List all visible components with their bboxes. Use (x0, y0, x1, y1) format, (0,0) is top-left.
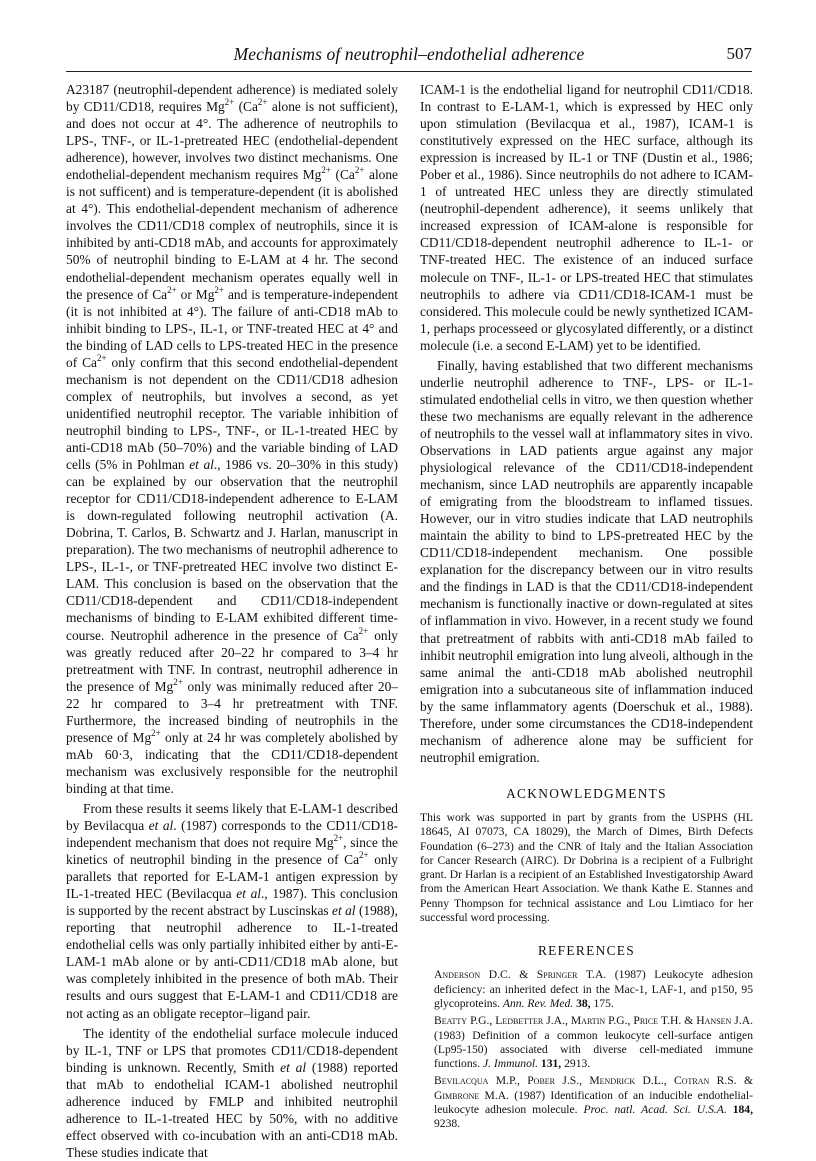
references-heading: REFERENCES (537, 943, 636, 959)
right-paragraph-1: ICAM-1 is the endothelial ligand for neutrophil CD11/CD18. In contrast to E-LAM-1, which is expressed by HEC only upon stimulation (Bevilacqua et al., 1987), ICAM-1 is constitutively expressed on the HEC surface, although its expression is increased by IL-1 or TNF (Dustin et al., 1986; Pober et al., 1986). Since neutrophils do not adhere to ICAM-1 of untreated HEC unless they are directly stimulated (neutrophil-dependent adherence), it seems unlikely that increased expression of ICAM-alone is responsible for CD11/CD18-dependent neutrophil adherence to IL-1- or TNF-treated HEC. The existence of an induced surface molecule on TNF-, IL-1- or LPS-treated HEC that stimulates neutrophils to adhere via CD11/CD18-ICAM-1 must be considered. This molecule could be newly synthetized ICAM-1, perhaps processeed or glycosylated differently, or a distinct molecule (i.e. a second E-LAM) yet to be identified. (420, 82, 753, 353)
right-paragraph-2: Finally, having established that two different mechanisms underlie neutrophil adherence to TNF-, LPS- or IL-1-stimulated endothelial cells in vitro, we then question whether these two mechanisms are equally relevant in the adherence of neutrophils to the vessel wall at inflammatory sites in vivo. Observations in LAD patients argue against any major physiological relevance of the CD11/CD18-independent mechanism, since LAD neutrophils are apparently incapable of emigrating from the bloodstream to inflamed tissues. However, our in vitro studies indicate that LAD neutrophils maintain the ability to bind to LPS-pretreated HEC by the CD11/CD18-independent mechanism. One possible explanation for the discrepancy between our in vitro results and the findings in LAD is that the CD11/CD18-independent mechanism is functionally inactive or down-regulated at sites of inflammation in vivo. However, in a recent study we found that pretreatment of rabbits with anti-CD18 mAb failed to inhibit neutrophil emigration into lung alveoli, although in the same animal the anti-CD18 mAb abolished neutrophil emigration into a subcutaneous site of inflammation induced by the same inflammatory agents (Doerschuk et al., 1988). Therefore, under some circumstances the CD18-independent mechanism of adherence alone may be sufficient for neutrophil emigration. (420, 357, 753, 765)
acknowledgments-text: This work was supported in part by grants from the USPHS (HL 18645, AI 07073, CA 18029), the March of Dimes, Birth Defects Foundation (6–273) and the CNR of Italy and the Italian Association for Cancer Research (AIRC). Dr Dobrina is a recipient of a Fulbright grant. Dr Harlan is a recipient of an Established Investigatorship Award from the American Heart Association. We thank Kathe E. Stannes and Penny Thompson for technical assistance and Lou Limtiaco for her successful word processing. (420, 810, 753, 924)
acknowledgments-heading: ACKNOWLEDGMENTS (506, 785, 667, 801)
left-paragraph-1: A23187 (neutrophil-dependent adherence) is mediated solely by CD11/CD18, requires $Mg^{2+}$ ($Ca^{2+}$ alone is not sufficient), and does not occur at 4°. The adherence of neutrophils to LPS-, TNF-, or IL-1-pretreated HEC (endothelial-dependent adherence), however, involves two distinct mechanisms. One endothelial-dependent mechanism requires $Mg^{2+}$ ($Ca^{2+}$ alone is not sufficent) and is temperature-dependent (it is abolished at 4°). This endothelial-dependent mechanism of adherence involves the CD11/CD18 complex of neutrophils, since it is inhibited by anti-CD18 mAb, and accounts for approximately 50% of neutrophil binding to E-LAM at 4 hr. The second endothelial-dependent mechanism operates equally well in the presence of $Ca^{2+}$ or $Mg^{2+}$ and is temperature-independent (it is not inhibited at 4°). The failure of anti-CD18 mAb to inhibit binding to LPS-, IL-1, or TNF-treated HEC at 4° and the binding of LAD cells to LPS-treated HEC in the presence of $Ca^{2+}$ only confirm that this second endothelial-dependent mechanism is not dependent on the CD11/CD18 adhesion complex of neutrophils, but involves a second, as yet unidentified neutrophil receptor. The variable inhibition of neutrophil binding to LPS-, TNF-, or IL-1-treated HEC by anti-CD18 mAb (50–70%) and the variable binding of LAD cells (5% in Pohlman et al., 1986 vs. 20–30% in this study) can be explained by our observation that the neutrophil receptor for CD11/CD18-independent adherence to E-LAM is down-regulated following neutrophil activation (A. Dobrina, T. Carlos, B. Schwartz and J. Harlan, manuscript in preparation). The two mechanisms of neutrophil adherence to LPS-, IL-1-, or TNF-pretreated HEC involve two distinct E-LAM. This conclusion is based on the observation that the CD11/CD18-dependent and CD11/CD18-independent mechanisms of binding to E-LAM exhibited different time-course. Neutrophil adherence in the presence of $Ca^{2+}$ only was greatly reduced after 20–22 hr compared to 3–4 hr pretreatment with TNF. In contrast, neutrophil adherence in the presence of $Mg^{2+}$ only was minimally reduced after 20–22 hr compared to 3–4 hr pretreatment with TNF. Furthermore, the increased binding of neutrophils in the presence of $Mg^{2+}$ only at 24 hr was completely abolished by mAb 60·3, indicating that the CD11/CD18-dependent mechanism was exclusively responsible for the neutrophil binding at that time. (66, 82, 398, 796)
right-column (420, 81, 753, 1132)
running-title: Mechanisms of neutrophil–endothelial adherence (233, 44, 585, 64)
left-paragraph-2: From these results it seems likely that E-LAM-1 described by Bevilacqua et al. (1987) corresponds to the CD11/CD18-independent mechanism that does not require $Mg^{2+}$, since the kinetics of neutrophil binding in the presence of $Ca^{2+}$ only parallets that reported for E-LAM-1 antigen expression by IL-1-treated HEC (Bevilacqua et al., 1987). This conclusion is supported by the recent abstract by Luscinskas et al (1988), reporting that neutrophil adherence to IL-1-treated endothelial cells was only partially inhibited either by anti-E-LAM-1 mAb alone or by anti-CD11/CD18 mAb alone, but was completely inhibited in the presence of both mAb. Their results and ours suggest that E-LAM-1 and CD11/CD18 are not acting as an obligate receptor–ligand pair. (66, 800, 398, 1021)
reference-item: Bevilacqua M.P., Pober J.S., Mendrick D.L., Cotran R.S. & Gimbrone M.A. (1987) Identification of an inducible endothelial-leukocyte adhesion molecule. Proc. natl. Acad. Sci. U.S.A. 184, 9238. (434, 1074, 753, 1131)
header-rule (66, 71, 752, 72)
left-column (66, 81, 398, 1161)
reference-item: Beatty P.G., Ledbetter J.A., Martin P.G., Price T.H. & Hansen J.A. (1983) Definition of a common leukocyte cell-surface antigen (Lp95-150) associated with diverse cell-mediated immune functions. J. Immunol. 131, 2913. (434, 1014, 753, 1071)
page-number: 507 (726, 44, 752, 63)
reference-item: Anderson D.C. & Springer T.A. (1987) Leukocyte adhesion deficiency: an inherited defect in the Mac-1, LAF-1, and p150, 95 glycoproteins. Ann. Rev. Med. 38, 175. (434, 968, 754, 1010)
left-paragraph-3: The identity of the endothelial surface molecule induced by IL-1, TNF or LPS that promotes CD11/CD18-dependent binding is unknown. Recently, Smith et al (1988) reported that mAb to endothelial ICAM-1 abolished neutrophil adherence induced by FMLP and inhibited neutrophil adherence to IL-1-treated HEC by 50%, with no additive effect observed with co-incubation with an anti-CD18 mAb. These studies indicate that (66, 1025, 398, 1160)
page-header (66, 44, 752, 68)
